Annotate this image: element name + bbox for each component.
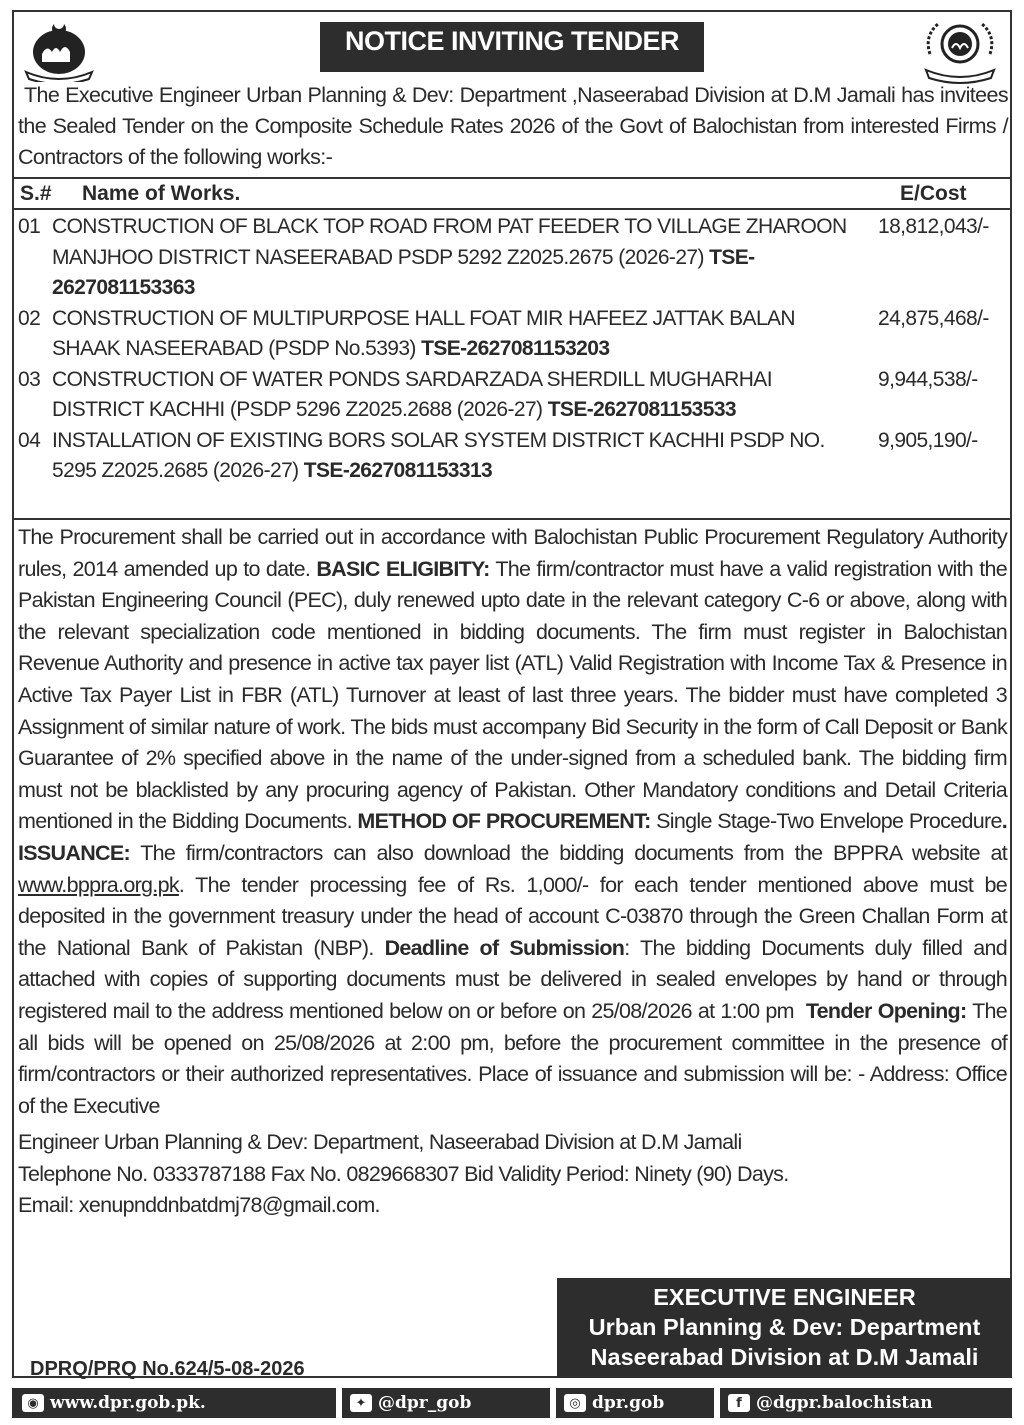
row-tse: TSE-2627081153533 [547, 398, 736, 421]
page-title: NOTICE INVITING TENDER [320, 22, 704, 72]
deadline-text: : The bidding Documents duly filled and attached with copies of supporting documents must be delivered in sealed envelopes by hand or through registered mail to the address mentioned below on or before on 25/08/2026 at 1:00 pm [18, 935, 1007, 1023]
row-work-text: CONSTRUCTION OF MULTIPURPOSE HALL FOAT MIR HAFEEZ JATTAK BALAN SHAAK NASEERABAD (PSDP No.5393) [52, 306, 795, 360]
twitter-icon: ✦ [350, 1394, 372, 1412]
deadline-heading: Deadline of Submission [384, 935, 625, 960]
bppra-website-link[interactable]: www.bppra.org.pk [18, 872, 179, 897]
row-serial: 02 [18, 306, 41, 330]
row-tse: TSE-2627081153363 [52, 245, 755, 299]
issuance-heading: . ISSUANCE: [18, 809, 1008, 865]
intro-paragraph: The Executive Engineer Urban Planning & Dev: Department ,Naseerabad Division at D.M Jamali has invitees the Sealed Tender on the Composite Schedule Rates 2026 of the Govt of Balochistan from interested Firms / Contractors of the following works:- [18, 83, 1008, 169]
footer-instagram-text: dpr.gob [592, 1393, 665, 1413]
row-serial: 04 [18, 428, 41, 452]
opening-heading: Tender Opening: [805, 998, 967, 1023]
footer-facebook-text: @dgpr.balochistan [756, 1393, 933, 1413]
row-tse: TSE-2627081153313 [303, 459, 493, 482]
works-table-header [12, 177, 1012, 210]
email-line: Email: xenupnddnbatdmj78@gmail.com. [18, 1193, 380, 1218]
procurement-rules-text: The Procurement shall be carried out in accordance with Balochistan Public Procurement Regulatory Authority rules, 2014 amended up to date. [18, 525, 1007, 581]
row-work [50, 212, 850, 304]
method-text: Single Stage-Two Envelope Procedure [656, 809, 1002, 834]
fee-text: . The tender processing fee of Rs. 1,000/- for each tender mentioned above must be deposited in the government treasury under the head of account C-03870 through the Green Challan Form at the National Bank of Pakistan (NBP). [18, 872, 1007, 960]
table-row [12, 304, 1012, 365]
row-cost: 24,875,468/- [878, 306, 989, 330]
footer-facebook[interactable] [724, 1388, 933, 1418]
footer-twitter[interactable] [346, 1388, 546, 1418]
terms-paragraph [18, 522, 1007, 1122]
row-tse: TSE-2627081153203 [421, 337, 610, 360]
globe-icon: ◉ [22, 1394, 44, 1412]
opening-text: The all bids will be opened on 25/08/2026 at 2:00 pm, before the procurement committee in the presence of firm/contractors or their authorized representatives. Place of issuance and submission will be: - Address: Office of the Executive [18, 998, 1008, 1118]
table-row [12, 426, 1012, 487]
row-work-text: CONSTRUCTION OF BLACK TOP ROAD FROM PAT FEEDER TO VILLAGE ZHAROON MANJHOO DISTRICT NASEERABAD PSDP 5292 Z2025.2675 (2026-27) [52, 215, 847, 269]
row-cost: 9,905,190/- [878, 428, 978, 452]
dpr-emblem-logo [916, 14, 1004, 86]
eligibility-heading: BASIC ELIGIBITY: [316, 556, 490, 581]
signature-block [557, 1278, 1012, 1378]
row-work-text: INSTALLATION OF EXISTING BORS SOLAR SYSTEM DISTRICT KACHHI PSDP NO. 5295 Z2025.2685 (2026-27) [52, 428, 825, 482]
phone-line: Telephone No. 0333787188 Fax No. 0829668307 Bid Validity Period: Ninety (90) Days. [18, 1161, 789, 1186]
address-line: Engineer Urban Planning & Dev: Department, Naseerabad Division at D.M Jamali [18, 1130, 742, 1154]
row-work-text: CONSTRUCTION OF WATER PONDS SARDARZADA SHERDILL MUGHARHAI DISTRICT KACHHI (PSDP 5296 Z2025.2688 (2026-27) [52, 367, 772, 421]
method-heading: METHOD OF PROCUREMENT: [357, 809, 651, 834]
footer-divider [550, 1388, 556, 1418]
row-cost: 18,812,043/- [878, 215, 989, 238]
col-cost-header: E/Cost [900, 182, 967, 205]
row-work [50, 304, 850, 365]
table-row [12, 365, 1012, 426]
balochistan-emblem-logo [22, 14, 96, 82]
footer-divider [714, 1388, 720, 1418]
row-serial: 01 [18, 215, 41, 238]
col-name-header: Name of Works. [82, 182, 241, 205]
signature-department: Urban Planning & Dev: Department [588, 1314, 981, 1340]
footer-bar [12, 1388, 1012, 1418]
facebook-icon: f [728, 1394, 750, 1412]
footer-instagram[interactable] [560, 1388, 710, 1418]
signature-title: EXECUTIVE ENGINEER [653, 1284, 916, 1310]
footer-website[interactable] [12, 1388, 332, 1418]
eligibility-text: The firm/contractor must have a valid registration with the Pakistan Engineering Council (PEC), duly renewed upto date in the relevant category C-6 or above, along with the relevant specialization code mentioned in bidding documents. The firm must register in Balochistan Revenue Authority and presence in active tax payer list (ATL) Valid Registration with Income Tax & Presence in Active Tax Payer List in FBR (ATL) Turnover at least of last three years. The bidder must have completed 3 Assignment of similar nature of work. The bids must accompany Bid Security in the form of Call Deposit or Bank Guarantee of 2% specified above in the name of the under-signed from a scheduled bank. The bidding firm must not be blacklisted by any procuring agency of Pakistan. Other Mandatory conditions and Detail Criteria mentioned in the Bidding Documents. [18, 556, 1007, 834]
row-work [50, 426, 850, 487]
contact-block [18, 1127, 788, 1222]
works-table [12, 212, 1012, 487]
instagram-icon: ◎ [564, 1394, 586, 1412]
footer-twitter-text: @dpr_gob [378, 1393, 472, 1413]
reference-number: DPRQ/PRQ No.624/5-08-2026 [30, 1358, 305, 1380]
footer-divider [336, 1388, 342, 1418]
issuance-text: The firm/contractors can also download the bidding documents from the BPPRA website at [140, 840, 1007, 865]
row-work [50, 365, 850, 426]
col-serial-header: S.# [20, 182, 52, 205]
signature-division: Naseerabad Division at D.M Jamali [590, 1344, 979, 1370]
row-cost: 9,944,538/- [878, 367, 978, 391]
table-row [12, 212, 1012, 304]
footer-website-text: www.dpr.gob.pk. [50, 1393, 206, 1413]
table-divider [12, 518, 1012, 520]
row-serial: 03 [18, 367, 41, 391]
